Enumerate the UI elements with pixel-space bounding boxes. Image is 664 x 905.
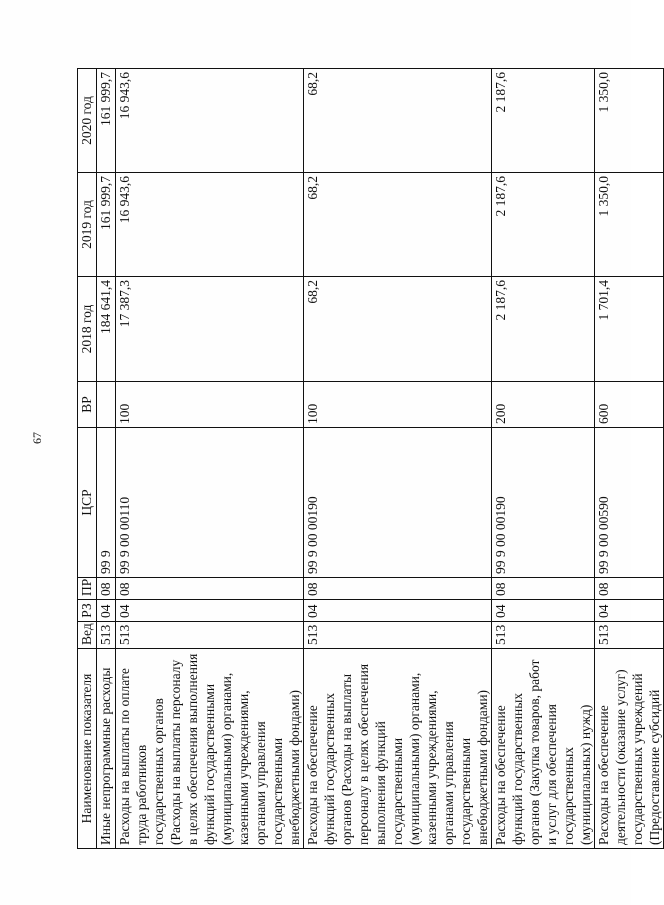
header-rz: РЗ xyxy=(78,600,97,622)
row-pr: 08 xyxy=(116,578,304,600)
header-ved: Вед xyxy=(78,622,97,649)
row-name: Расходы на выплаты по оплате труда работников государственных органов (Расходы на выплаты персоналу в целях обеспечения выполнения функций государственными (муниципальными) органами, казенными учреждениями, органами управления государственными внебюджетными фондами) xyxy=(116,649,304,849)
header-2020: 2020 год xyxy=(78,69,97,173)
header-vr: ВР xyxy=(78,382,97,428)
row-2019: 2 187,6 xyxy=(492,173,595,277)
row-2018: 1 701,4 xyxy=(595,277,664,382)
row-name: Расходы на обеспечение функций государственных органов (Расходы на выплаты персоналу в целях обеспечения выполнения функций государственными (муниципальными) органами, казенными учреждениями, органами управления государственными внебюджетными фондами) xyxy=(304,649,492,849)
row-csr: 99 9 00 00190 xyxy=(492,428,595,578)
row-ved: 513 xyxy=(304,622,492,649)
row-2019: 1 350,0 xyxy=(595,173,664,277)
row-rz: 04 xyxy=(595,600,664,622)
row-pr: 08 xyxy=(492,578,595,600)
row-ved: 513 xyxy=(97,622,116,649)
row-ved: 513 xyxy=(595,622,664,649)
page-number: 67 xyxy=(30,432,44,444)
row-2020: 68,2 xyxy=(304,69,492,173)
row-2020: 1 350,0 xyxy=(595,69,664,173)
table-row xyxy=(97,69,116,849)
row-2019: 68,2 xyxy=(304,173,492,277)
row-csr: 99 9 xyxy=(97,428,116,578)
row-ved: 513 xyxy=(492,622,595,649)
row-rz: 04 xyxy=(116,600,304,622)
header-2019: 2019 год xyxy=(78,173,97,277)
row-rz: 04 xyxy=(492,600,595,622)
row-2020: 161 999,7 xyxy=(97,69,116,173)
row-name: Иные непрограммные расходы xyxy=(97,649,116,849)
row-name: Расходы на обеспечение деятельности (оказание услуг) государственных учреждений (Предоставление субсидий xyxy=(595,649,664,849)
row-vr: 100 xyxy=(304,382,492,428)
header-csr: ЦСР xyxy=(78,428,97,578)
rotated-table-container xyxy=(77,69,662,849)
header-2018: 2018 год xyxy=(78,277,97,382)
budget-table xyxy=(77,68,664,849)
row-csr: 99 9 00 00110 xyxy=(116,428,304,578)
header-pr: ПР xyxy=(78,578,97,600)
table-row xyxy=(595,69,664,849)
table-header-row xyxy=(78,69,97,849)
table-row xyxy=(304,69,492,849)
row-2018: 68,2 xyxy=(304,277,492,382)
row-2018: 17 387,3 xyxy=(116,277,304,382)
row-vr xyxy=(97,382,116,428)
row-2019: 161 999,7 xyxy=(97,173,116,277)
row-name: Расходы на обеспечение функций государственных органов (Закупка товаров, работ и услуг для обеспечения государственных (муниципальных) нужд) xyxy=(492,649,595,849)
row-vr: 100 xyxy=(116,382,304,428)
row-csr: 99 9 00 00590 xyxy=(595,428,664,578)
row-pr: 08 xyxy=(595,578,664,600)
row-2020: 16 943,6 xyxy=(116,69,304,173)
row-vr: 600 xyxy=(595,382,664,428)
row-rz: 04 xyxy=(97,600,116,622)
row-2018: 2 187,6 xyxy=(492,277,595,382)
row-ved: 513 xyxy=(116,622,304,649)
row-2018: 184 641,4 xyxy=(97,277,116,382)
row-rz: 04 xyxy=(304,600,492,622)
row-pr: 08 xyxy=(97,578,116,600)
row-2020: 2 187,6 xyxy=(492,69,595,173)
header-name: Наименование показателя xyxy=(78,649,97,849)
row-2019: 16 943,6 xyxy=(116,173,304,277)
row-pr: 08 xyxy=(304,578,492,600)
row-csr: 99 9 00 00190 xyxy=(304,428,492,578)
table-row xyxy=(116,69,304,849)
table-row xyxy=(492,69,595,849)
row-vr: 200 xyxy=(492,382,595,428)
